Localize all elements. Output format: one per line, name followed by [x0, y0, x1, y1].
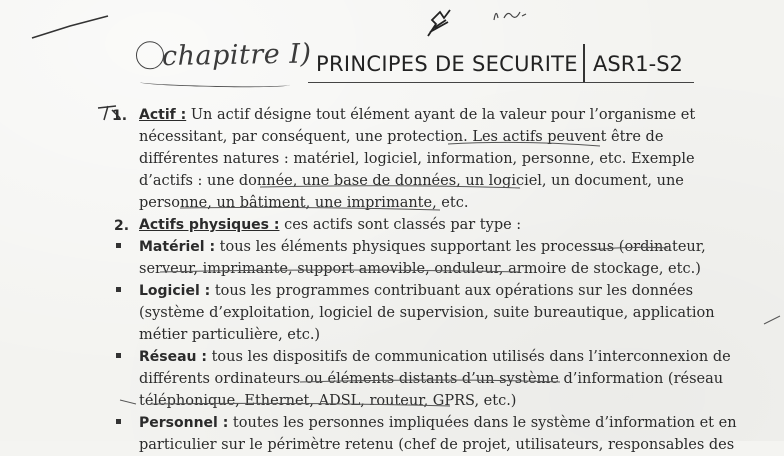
- bullet-reseau-line-3: téléphonique, Ethernet, ADSL, routeur, GPRS, etc.): [139, 393, 517, 409]
- bullet-logiciel-text-1: tous les programmes contribuant aux opérations sur les données: [214, 283, 694, 299]
- section-1-line-2: nécessitant, par conséquent, une protection. Les actifs peuvent être de: [139, 129, 664, 145]
- bullet-reseau-text-1: tous les dispositifs de communication utilisés dans l’interconnexion de: [211, 349, 731, 365]
- section-1-term: Actif :: [139, 107, 187, 123]
- bullet-personnel-text-1: toutes les personnes impliquées dans le système d’information et en: [232, 415, 737, 431]
- section-1-line-5: personne, un bâtiment, une imprimante, etc.: [139, 195, 469, 211]
- page-title: PRINCIPES DE SECURITE: [316, 52, 578, 76]
- section-1-line-3: différentes natures : matériel, logiciel, information, personne, etc. Exemple: [139, 151, 695, 167]
- handwritten-note-text: chapitre I): [161, 38, 312, 73]
- course-code: ASR1-S2: [593, 52, 683, 76]
- section-2-text-1: ces actifs sont classés par type :: [284, 217, 522, 233]
- bullet-personnel-term: Personnel :: [139, 415, 229, 431]
- section-2-number: 2.: [114, 218, 130, 234]
- bullet-reseau-line-2: différents ordinateurs ou éléments distants d’un système d’information (réseau: [139, 371, 724, 387]
- bullet-logiciel-line-3: métier particulière, etc.): [139, 327, 321, 343]
- bullet-materiel-text-1: tous les éléments physiques supportant les processus (ordinateur,: [219, 239, 706, 255]
- bullet-logiciel-line-2: (système d’exploitation, logiciel de supervision, suite bureautique, application: [139, 305, 715, 321]
- section-1-number: 1.: [112, 108, 128, 124]
- bullet-logiciel-term: Logiciel :: [139, 283, 211, 299]
- section-1-line-4: d’actifs : une donnée, une base de données, un logiciel, un document, une: [139, 173, 684, 189]
- bullet-reseau-term: Réseau :: [139, 349, 207, 365]
- section-1-text-1: Un actif désigne tout élément ayant de la valeur pour l’organisme et: [190, 107, 696, 123]
- bullet-materiel-term: Matériel :: [139, 239, 216, 255]
- section-2-term: Actifs physiques :: [139, 217, 280, 233]
- bullet-materiel-line-2: serveur, imprimante, support amovible, onduleur, armoire de stockage, etc.): [139, 261, 701, 277]
- bullet-personnel-line-2: particulier sur le périmètre retenu (chef de projet, utilisateurs, responsables des: [139, 437, 735, 453]
